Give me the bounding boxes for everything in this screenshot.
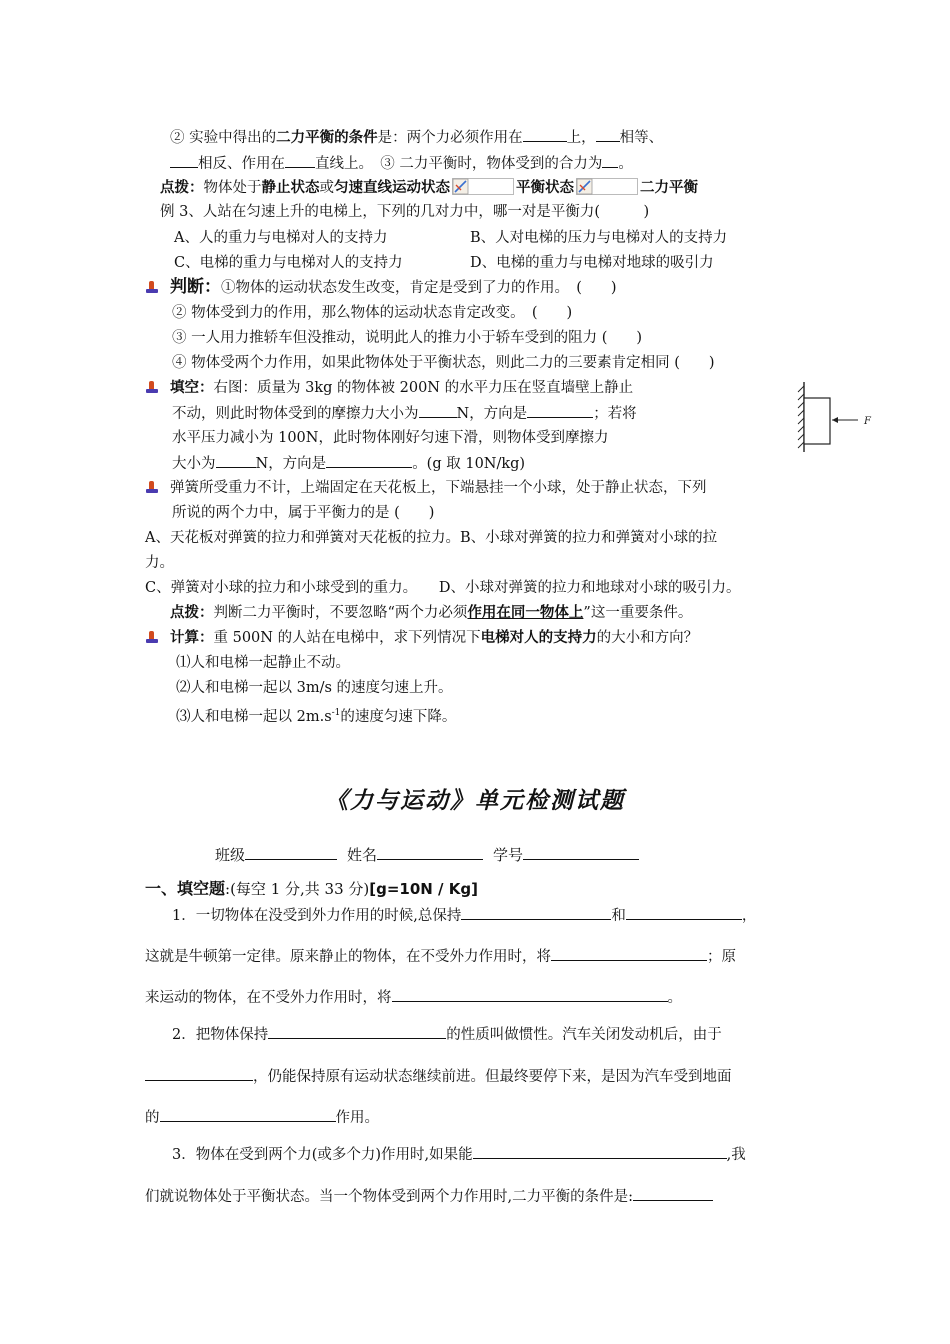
arrow-image-icon — [576, 178, 638, 195]
blank — [419, 403, 457, 418]
text: 1．一切物体在没受到外力作用的时候,总保持 — [172, 908, 462, 924]
option-d: D、电梯的重力与电梯对地球的吸引力 — [470, 255, 714, 271]
student-info-row — [215, 845, 639, 865]
fill-2 — [172, 403, 637, 424]
text-bold: 匀速直线运动状态 — [334, 179, 450, 196]
class-label: 班级 — [215, 846, 246, 864]
blank — [285, 153, 315, 168]
judge-4: ④ 物体受两个力作用，如果此物体处于平衡状态，则此二力的三要素肯定相同 ( ) — [172, 355, 715, 371]
blank — [527, 403, 593, 418]
fill-3: 水平压力减小为 100N，此时物体刚好匀速下滑，则物体受到摩擦力 — [172, 430, 609, 446]
text: 3．物体在受到两个力(或多个力)作用时,如果能 — [172, 1147, 473, 1163]
spring-option-ab: A、天花板对弹簧的拉力和弹簧对天花板的拉力。B、小球对弹簧的拉力和弹簧对小球的拉 — [145, 530, 718, 546]
section-heading — [145, 879, 478, 900]
q2-line-2 — [145, 1066, 732, 1087]
blank — [633, 1186, 713, 1201]
q1-line-3 — [145, 987, 682, 1008]
text: ，仍能保持原有运动状态继续前进。但最终要停下来，是因为汽车受到地面 — [253, 1069, 732, 1085]
spring-1 — [146, 478, 707, 498]
text: ；若将 — [593, 406, 637, 422]
blank — [523, 127, 567, 142]
text: 大小为 — [172, 456, 216, 472]
text: 上， — [566, 130, 596, 146]
text: 作用。 — [335, 1110, 379, 1126]
text: 相反、作用在 — [198, 156, 285, 172]
bullet-icon — [146, 481, 158, 493]
blank — [160, 1107, 336, 1122]
judge-heading — [146, 277, 617, 298]
blank — [216, 453, 256, 468]
tip-label: 点拨： — [160, 179, 204, 196]
class-field[interactable] — [245, 845, 337, 860]
judge-2: ② 物体受到力的作用，那么物体的运动状态肯定改变。 ( ) — [172, 305, 573, 321]
line-condition-1 — [170, 127, 663, 148]
text: 。 — [618, 156, 633, 172]
text: 。 — [667, 990, 682, 1006]
blank — [145, 1066, 253, 1081]
name-field[interactable] — [377, 845, 483, 860]
spring-option-cd: C、弹簧对小球的拉力和小球受到的重力。 D、小球对弹簧的拉力和地球对小球的吸引力。 — [145, 580, 741, 596]
id-label: 学号 — [493, 846, 524, 864]
text-bold: 二力平衡的条件 — [276, 129, 378, 146]
text: 弹簧所受重力不计，上端固定在天花板上，下端悬挂一个小球，处于静止状态，下列 — [170, 480, 707, 496]
text: 直线上。 ③ 二力平衡时，物体受到的合力为 — [315, 156, 603, 172]
blank — [170, 153, 198, 168]
text-bold: 电梯对人的支持力 — [480, 629, 597, 646]
option-c: C、电梯的重力与电梯对人的支持力 — [174, 255, 403, 271]
blank — [461, 905, 611, 920]
q3-line-2 — [145, 1186, 713, 1207]
line-condition-2 — [170, 153, 633, 174]
text: 不动，则此时物体受到的摩擦力大小为 — [172, 406, 419, 422]
option-b: B、人对电梯的压力与电梯对人的支持力 — [470, 230, 728, 246]
calc-heading — [146, 628, 698, 648]
text: 物体处于 — [203, 180, 262, 196]
example-3: 例 3、人站在匀速上升的电梯上，下列的几对力中，哪一对是平衡力( ) — [160, 204, 650, 220]
q1-line-2 — [145, 946, 736, 967]
judge-3: ③ 一人用力推轿车但没推动，说明此人的推力小于轿车受到的阻力 ( ) — [172, 330, 643, 346]
calc-1: ⑴人和电梯一起静止不动。 — [176, 655, 350, 671]
text-bold: 平衡状态 — [516, 179, 574, 196]
section-info: :(每空 1 分,共 33 分) — [225, 880, 370, 898]
tip-2 — [170, 603, 692, 623]
text: 判断二力平衡时，不要忽略“两个力必须 — [213, 605, 468, 621]
text: ,我 — [726, 1147, 746, 1163]
fill-4 — [172, 453, 525, 474]
text: 的 — [145, 1110, 160, 1126]
q2-line-3 — [145, 1107, 379, 1128]
text: N，方向是 — [255, 456, 327, 472]
tip-label: 点拨： — [170, 604, 214, 621]
blank — [626, 905, 742, 920]
id-field[interactable] — [523, 845, 639, 860]
text: 或 — [319, 180, 334, 196]
blank — [326, 453, 412, 468]
text-bold: 二力平衡 — [640, 179, 698, 196]
text: 右图：质量为 3kg 的物体被 200N 的水平力压在竖直墙壁上静止 — [213, 380, 634, 396]
text: 的大小和方向？ — [596, 630, 699, 646]
blank — [602, 153, 618, 168]
text: 们就说物体处于平衡状态。当一个物体受到两个力作用时,二力平衡的条件是: — [145, 1189, 633, 1205]
text: 这就是牛顿第一定律。原来静止的物体，在不受外力作用时，将 — [145, 949, 551, 965]
blank — [596, 127, 620, 142]
text: 2．把物体保持 — [172, 1027, 269, 1043]
spring-option-ab-cont: 力。 — [145, 555, 174, 571]
text: 相等、 — [619, 130, 664, 146]
option-a: A、人的重力与电梯对人的支持力 — [174, 230, 388, 246]
superscript: -1 — [331, 708, 341, 718]
fill-heading — [146, 378, 633, 398]
bullet-icon — [146, 381, 158, 393]
text: 和 — [611, 908, 626, 924]
wall-block-figure — [796, 380, 886, 456]
text: 的速度匀速下降。 — [340, 708, 457, 725]
calc-2: ⑵人和电梯一起以 3m/s 的速度匀速上升。 — [176, 680, 453, 696]
bullet-icon — [146, 281, 158, 293]
calc-label: 计算： — [170, 629, 214, 646]
blank — [392, 987, 668, 1002]
text-bold: 静止状态 — [261, 179, 320, 196]
text: ， — [741, 908, 757, 924]
text: ② 实验中得出的 — [170, 130, 277, 146]
blank — [473, 1144, 727, 1159]
tip-1 — [160, 178, 698, 198]
text: 的性质叫做惯性。汽车关闭发动机后，由于 — [446, 1027, 722, 1043]
name-label: 姓名 — [347, 846, 378, 864]
q1-line-1 — [172, 905, 756, 926]
q2-line-1 — [172, 1024, 722, 1045]
blank — [268, 1024, 446, 1039]
text: 。(g 取 10N/kg) — [412, 456, 526, 472]
judge-label: 判断： — [170, 277, 221, 297]
text: ⑶人和电梯一起以 2m.s — [176, 708, 332, 725]
section-g: [g=10N / Kg] — [369, 880, 478, 898]
force-label: F — [864, 416, 871, 427]
text-bold-underline: 作用在同一物体上 — [467, 604, 584, 621]
text: ；原 — [707, 949, 736, 965]
spring-2: 所说的两个力中，属于平衡力的是 ( ) — [172, 505, 435, 521]
text: 来运动的物体，在不受外力作用时，将 — [145, 990, 392, 1006]
q3-line-1 — [172, 1144, 746, 1165]
fill-label: 填空： — [170, 379, 214, 396]
text: ①物体的运动状态发生改变，肯定是受到了力的作用。 ( ) — [221, 280, 617, 296]
bullet-icon — [146, 631, 158, 643]
section-label: 一、填空题 — [145, 879, 226, 898]
text: N，方向是 — [456, 406, 528, 422]
blank — [551, 946, 707, 961]
text: 重 500N 的人站在电梯中，求下列情况下 — [213, 630, 481, 646]
text: ”这一重要条件。 — [583, 605, 693, 621]
test-title: 《力与运动》单元检测试题 — [325, 788, 625, 814]
calc-3 — [176, 703, 456, 727]
text: 是：两个力必须作用在 — [377, 130, 523, 146]
arrow-image-icon — [452, 178, 514, 195]
